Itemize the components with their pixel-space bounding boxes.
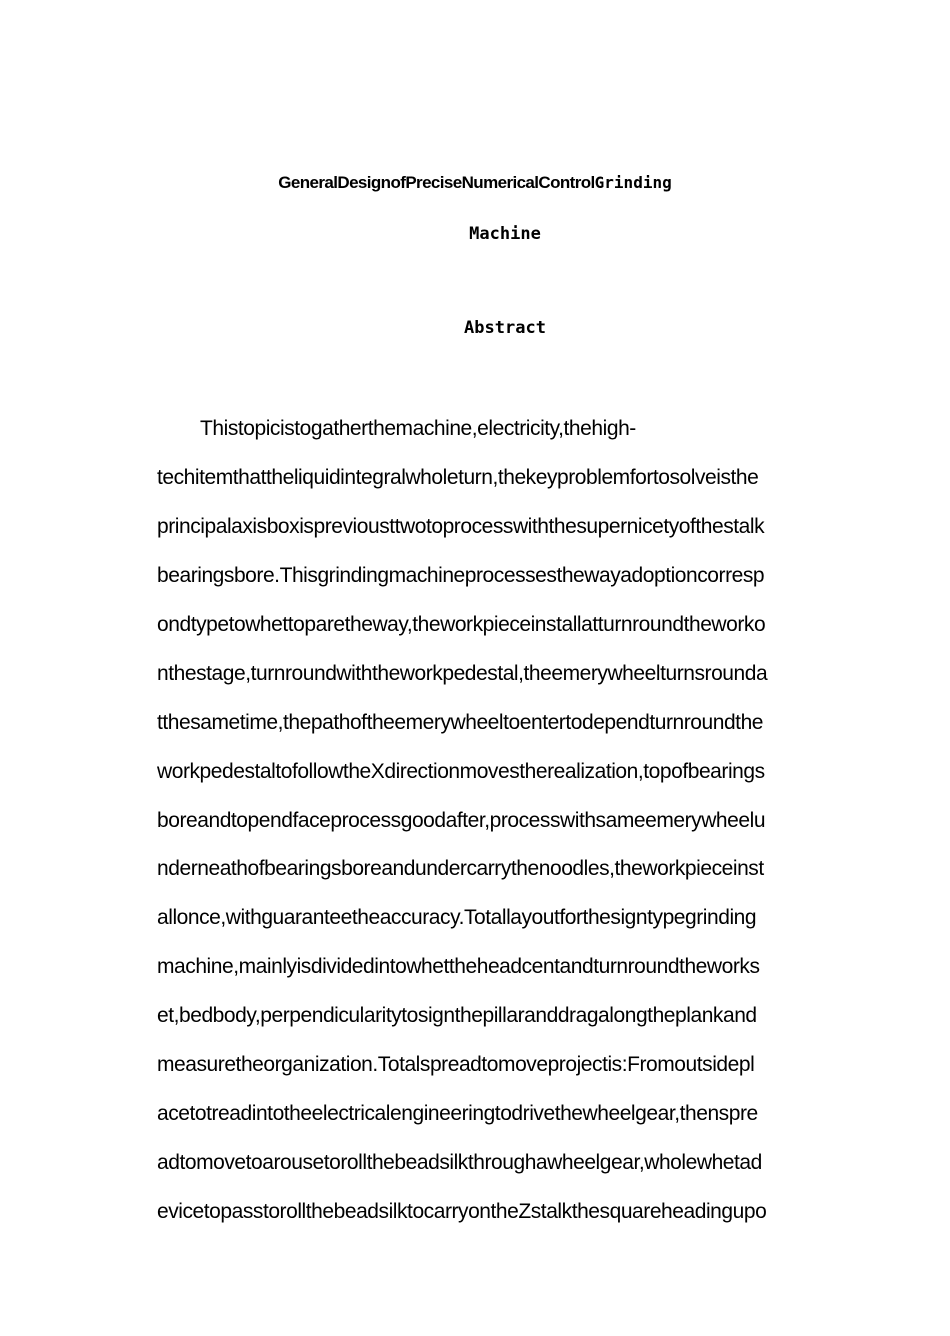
abstract-line: adtomovetoarousetorollthebeadsilkthroughawheelgear,wholewhetad [157, 1151, 762, 1174]
abstract-line: machine,mainlyisdividedintowhettheheadcentandturnroundtheworks [157, 955, 760, 978]
title-line-1 [0, 173, 950, 193]
abstract-line: bearingsbore.Thisgrindingmachineprocessesthewayadoptioncorresp [157, 564, 765, 587]
title-text-part-2: Grinding [594, 173, 672, 192]
abstract-line: acetotreadintotheelectricalengineeringtodrivethewheelgear,thenspre [157, 1102, 758, 1125]
abstract-line: principalaxisboxispreviousttwotoprocesswiththesupernicetyofthestalk [157, 515, 765, 538]
abstract-line: measuretheorganization.Totalspreadtomoveprojectis:Fromoutsidepl [157, 1053, 755, 1076]
title-line-2: Machine [469, 224, 541, 244]
abstract-line: et,bedbody,perpendicularitytosignthepillaranddragalongtheplankand [157, 1004, 757, 1027]
abstract-line: nderneathofbearingsboreandundercarrythenoodles,theworkpieceinst [157, 857, 764, 880]
abstract-line: boreandtopendfaceprocessgoodafter,processwithsameemerywheelu [157, 809, 766, 832]
abstract-line: workpedestaltofollowtheXdirectionmovestherealization,topofbearings [157, 760, 765, 783]
abstract-heading: Abstract [464, 318, 546, 338]
abstract-line: nthestage,turnroundwiththeworkpedestal,theemerywheelturnsrounda [157, 662, 768, 685]
abstract-line: allonce,withguaranteetheaccuracy.Totallayoutforthesigntypegrinding [157, 906, 757, 929]
abstract-line: techitemthattheliquidintegralwholeturn,thekeyproblemfortosolveisthe [157, 466, 759, 489]
abstract-line: evicetopasstorollthebeadsilktocarryontheZstalkthesquareheadingupo [157, 1200, 767, 1223]
abstract-line: ondtypetowhettoparetheway,theworkpieceinstallatturnroundtheworko [157, 613, 766, 636]
title-text-part-1: GeneralDesignofPreciseNumericalControl [278, 173, 595, 192]
abstract-line: tthesametime,thepathoftheemerywheeltoentertodependturnroundthe [157, 711, 764, 734]
abstract-line: Thistopicistogatherthemachine,electricity,thehigh- [200, 417, 636, 440]
